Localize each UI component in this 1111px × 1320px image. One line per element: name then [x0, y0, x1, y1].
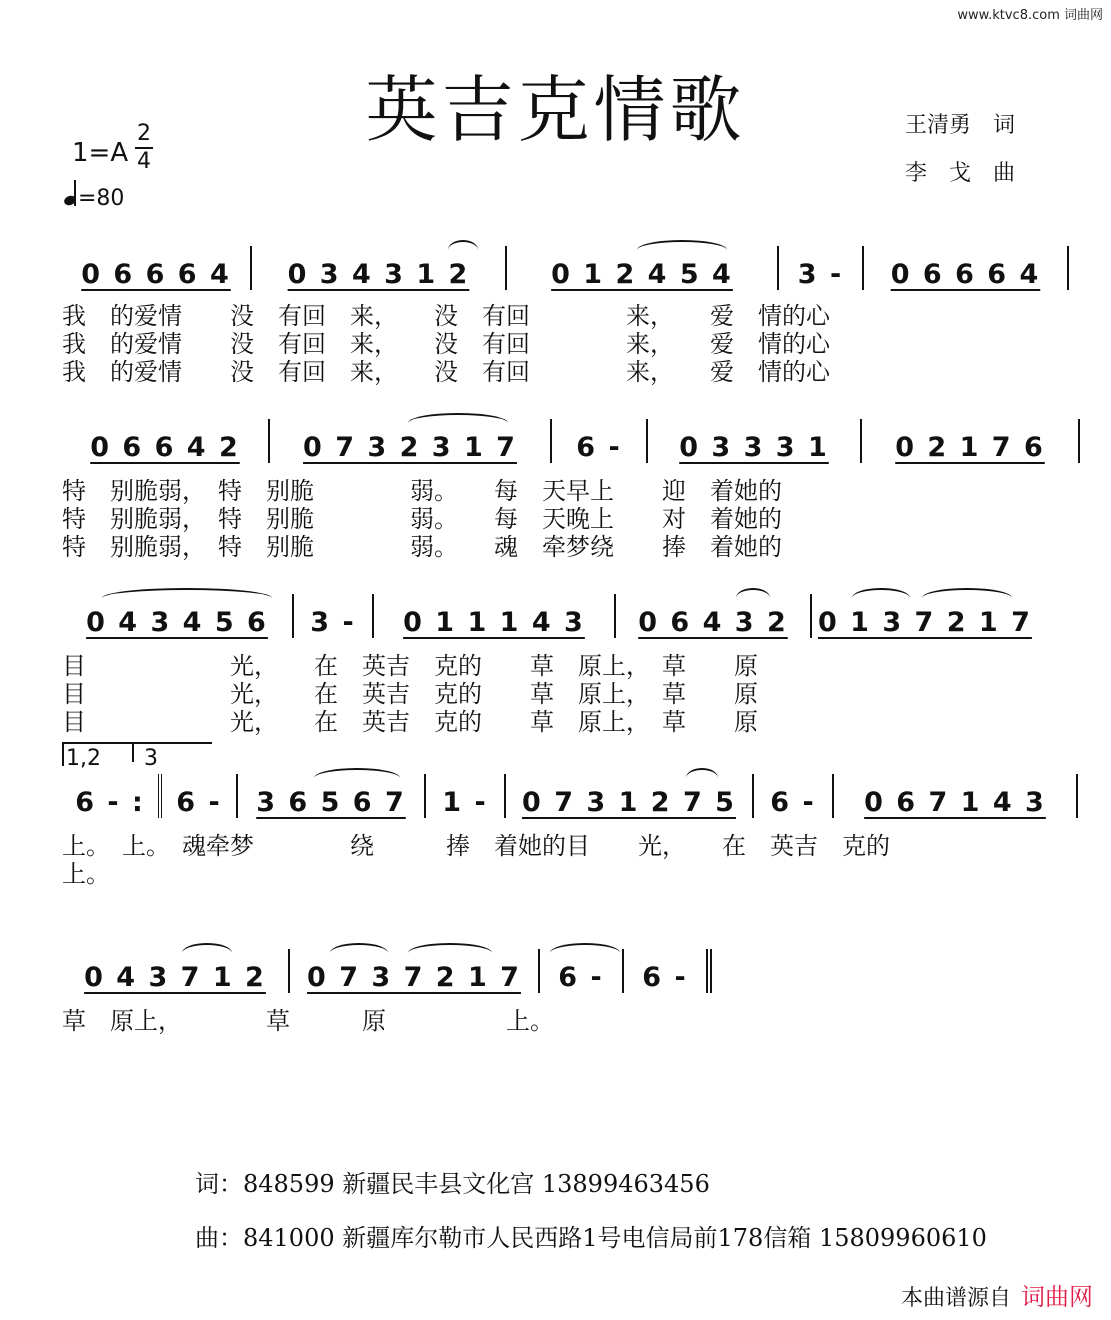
measure-notes: 0 6 7 1 4 3: [864, 787, 1046, 818]
measure: [252, 246, 507, 290]
lyricist-credit: 王清勇 词: [905, 113, 1016, 138]
measure: [238, 774, 426, 818]
measure: [779, 246, 864, 290]
measure: [864, 246, 1069, 290]
lyric-line: 目 光， 在 英吉 克的 草 原上， 草 原: [62, 680, 758, 708]
lyric-line: 我 的爱情 没 有回 来， 没 有回 来， 爱 情的心: [62, 302, 830, 330]
score-row-2: [62, 415, 1082, 561]
measure: [290, 949, 540, 993]
slur: [408, 943, 492, 963]
score-row-3: [62, 590, 1082, 736]
lyric-line: 草 原上， 草 原 上。: [62, 1007, 554, 1035]
lyric-line: 上。: [62, 860, 110, 888]
measure: [616, 594, 812, 638]
measure-notes: 0 7 3 2 3 1 7: [303, 432, 517, 463]
slur: [922, 588, 1012, 608]
lyric-line: 特 别脆弱， 特 别脆 弱。 魂 牵梦绕 捧 着她的: [62, 533, 782, 561]
measure-notes: 0 3 3 3 1: [679, 432, 829, 463]
measure: [426, 774, 506, 818]
measure: [552, 419, 648, 463]
measure-final: [624, 949, 712, 993]
slur: [686, 768, 718, 788]
slur: [102, 588, 272, 608]
slur: [408, 413, 508, 433]
lyricist-contact: 词：848599 新疆民丰县文化宫 13899463456: [195, 1170, 710, 1198]
volta-second-label: 3: [144, 746, 158, 771]
measure: [62, 949, 290, 993]
source-brand-link[interactable]: 词曲网: [1021, 1283, 1093, 1311]
measure: [62, 246, 252, 290]
score-row-4: [62, 770, 1082, 888]
measure: [374, 594, 616, 638]
measure: [162, 774, 238, 818]
time-denominator: 4: [137, 149, 151, 174]
measure-notes: 0 7 3 1 2 7 5: [522, 787, 736, 818]
slur: [330, 943, 388, 963]
tempo-value: =80: [78, 186, 125, 211]
lyric-line: 特 别脆弱， 特 别脆 弱。 每 天晚上 对 着她的: [62, 505, 782, 533]
slur: [182, 943, 232, 963]
measure-notes: 3 -: [797, 259, 844, 290]
measure: [812, 594, 1030, 638]
lyric-line: 特 别脆弱， 特 别脆 弱。 每 天早上 迎 着她的: [62, 477, 782, 505]
measure-notes: 0 4 3 7 1 2: [84, 962, 266, 993]
measure: [834, 774, 1078, 818]
key-signature: 1=A: [72, 138, 129, 168]
measure: [648, 419, 862, 463]
slur: [314, 768, 400, 788]
measure: [540, 949, 624, 993]
measure-notes: 0 7 3 7 2 1 7: [307, 962, 521, 993]
measure-notes: 0 6 6 6 4: [81, 259, 231, 290]
measure-notes: 0 1 1 1 4 3: [403, 607, 585, 638]
source-note: [901, 1277, 1093, 1312]
measure-repeat: [62, 774, 162, 818]
measure-notes: 0 1 3 7 2 1 7: [818, 607, 1032, 638]
measure-notes: 6 -: [770, 787, 816, 818]
volta-bracket: [62, 742, 212, 770]
lyric-line: 目 光， 在 英吉 克的 草 原上， 草 原: [62, 652, 758, 680]
measure-notes: 0 6 4 3 2: [638, 607, 788, 638]
measure-notes: 6 -: [576, 432, 622, 463]
score-row-1: [62, 242, 1082, 386]
slur: [736, 588, 770, 608]
volta-first-label: 1,2: [66, 746, 101, 771]
site-watermark: www.ktvc8.com 词曲网: [957, 8, 1103, 23]
measure: [754, 774, 834, 818]
lyric-line: 我 的爱情 没 有回 来， 没 有回 来， 爱 情的心: [62, 358, 830, 386]
measure: [294, 594, 374, 638]
measure-notes: 0 6 6 4 2: [90, 432, 240, 463]
measure-notes: 0 3 4 3 1 2: [287, 259, 470, 290]
lyric-line: 上。 上。 魂牵梦 绕 捧 着她的目 光， 在 英吉 克的: [62, 832, 890, 860]
composer-credit: 李 戈 曲: [905, 161, 1016, 186]
measure-notes: 6 -: [558, 962, 604, 993]
source-prefix: 本曲谱源自: [900, 1286, 1011, 1311]
measure-notes: 6 -: [176, 787, 222, 818]
tempo-mark: [64, 186, 124, 211]
measure-notes: 0 2 1 7 6: [895, 432, 1045, 463]
slur: [637, 240, 727, 260]
measure-notes: 0 1 2 4 5 4: [551, 259, 733, 290]
measure: [506, 774, 754, 818]
measure-notes: 1 -: [442, 787, 488, 818]
lyric-line: 目 光， 在 英吉 克的 草 原上， 草 原: [62, 708, 758, 736]
measure: [62, 419, 270, 463]
tie: [550, 943, 620, 963]
measure: [862, 419, 1080, 463]
measure-notes: 3 -: [310, 607, 356, 638]
slur: [852, 588, 910, 608]
time-signature: [135, 122, 153, 174]
song-title: 英吉克情歌: [365, 68, 746, 152]
measure-notes: 6 - :: [75, 787, 145, 818]
measure: [507, 246, 779, 290]
measure-notes: 3 6 5 6 7: [256, 787, 406, 818]
measure-notes: 0 4 3 4 5 6: [86, 607, 268, 638]
score-row-5: [62, 945, 722, 1035]
measure: [270, 419, 552, 463]
composer-contact: 曲：841000 新疆库尔勒市人民西路1号电信局前178信箱 15809960610: [195, 1224, 987, 1252]
quarter-note-icon: [64, 186, 78, 211]
lyric-line: 我 的爱情 没 有回 来， 没 有回 来， 爱 情的心: [62, 330, 830, 358]
slur: [448, 240, 478, 260]
measure-notes: 6 -: [642, 962, 688, 993]
measure: [62, 594, 294, 638]
measure-notes: 0 6 6 6 4: [890, 259, 1041, 290]
time-numerator: 2: [137, 121, 151, 146]
